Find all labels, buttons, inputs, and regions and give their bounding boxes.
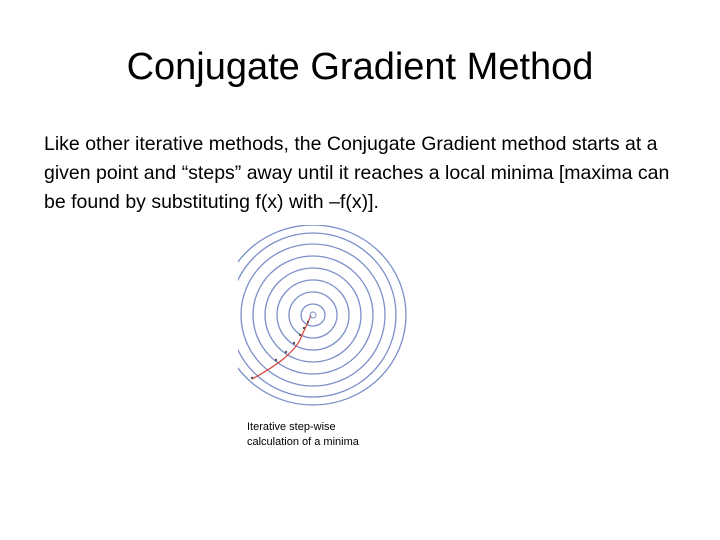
iteration-point [285,351,287,353]
contour-ring [277,280,349,350]
iteration-point [307,321,309,323]
caption-line-2: calculation of a minima [247,436,359,448]
iteration-point [293,342,295,344]
contour-ring [301,304,325,326]
contour-plot [238,225,418,415]
contour-ring [241,244,385,386]
figure-caption [247,420,407,450]
contour-ring [238,233,396,397]
iteration-path [252,315,311,379]
contour-ring [289,292,337,338]
iteration-point [251,377,253,379]
contour-rings [238,225,406,405]
caption-line-1: Iterative step-wise [247,421,336,433]
slide-body-text: Like other iterative methods, the Conjugate Gradient method starts at a given point and “steps” away until it reaches a local minima [maxima can be found by substituting f(x) with –f(x)]. [44,133,670,213]
contour-figure [238,225,418,415]
iteration-point [299,334,301,336]
iteration-point [275,359,277,361]
contour-ring [265,268,361,362]
contour-ring [253,256,373,374]
iteration-point [303,327,305,329]
slide-title: Conjugate Gradient Method [126,46,594,88]
contour-ring [238,225,406,405]
